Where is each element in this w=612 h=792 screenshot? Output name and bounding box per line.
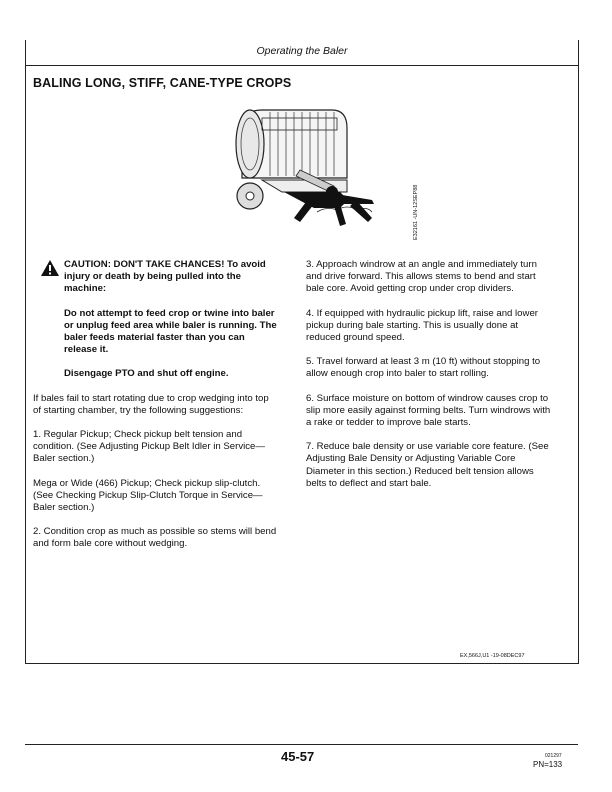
caution-heading: CAUTION: DON'T TAKE CHANCES! To avoid injury or death by being pulled into the machine:	[64, 259, 266, 295]
right-paragraph: 7. Reduce bale density or use variable core feature. (See Adjusting Bale Density or Adjusting Variable Core Diameter in this section.) Reduced belt tension allows belts to deflect and start bale.	[306, 441, 549, 489]
right-paragraph: 4. If equipped with hydraulic pickup lift, raise and lower pickup during bale starting. This is usually done at reduced ground speed.	[306, 307, 538, 344]
left-paragraph: 2. Condition crop as much as possible so stems will bend and form bale core without wedging.	[33, 526, 277, 550]
caution-block	[33, 259, 278, 381]
left-paragraph: 1. Regular Pickup; Check pickup belt tension and condition. (See Adjusting Pickup Belt Idler in Service—Baler section.)	[33, 429, 265, 465]
warning-triangle-icon	[40, 259, 60, 277]
footer-code: EX,566J,U1 -19-08DEC97	[460, 653, 525, 659]
left-paragraph: If bales fail to start rotating due to crop wedging into top of starting chamber, try the following suggestions:	[33, 392, 269, 416]
date-code: 021297	[545, 753, 562, 759]
caution-action: Disengage PTO and shut off engine.	[64, 368, 229, 380]
left-column	[33, 259, 278, 563]
page-number: 45-57	[281, 749, 315, 764]
right-paragraph: 3. Approach windrow at an angle and immediately turn and drive forward. This allows stems to bend and start bale core. Avoid getting crop under crop dividers.	[306, 259, 537, 295]
pn-number: PN=133	[533, 760, 563, 769]
running-head: Operating the Baler	[256, 45, 348, 57]
section-title: BALING LONG, STIFF, CANE-TYPE CROPS	[33, 76, 292, 90]
right-column	[306, 259, 554, 502]
baler-entanglement-illustration	[222, 100, 430, 240]
caution-body: Do not attempt to feed crop or twine into baler or unplug feed area while baler is running. The baler feeds material faster than you can release it.	[64, 307, 277, 356]
left-paragraph: Mega or Wide (466) Pickup; Check pickup slip-clutch. (See Checking Pickup Slip-Clutch Torque in Service—Baler section.)	[33, 477, 263, 514]
right-paragraph: 5. Travel forward at least 3 m (10 ft) without stopping to allow enough crop into baler to start rolling.	[306, 356, 541, 380]
figure-id: E32161 -UN-12SEP88	[413, 184, 419, 240]
bottom-rule	[25, 744, 578, 745]
right-paragraph: 6. Surface moisture on bottom of windrow causes crop to slip more easily against forming belts. Turn windrows with a rake or tedder to improve bale starts.	[306, 392, 551, 429]
